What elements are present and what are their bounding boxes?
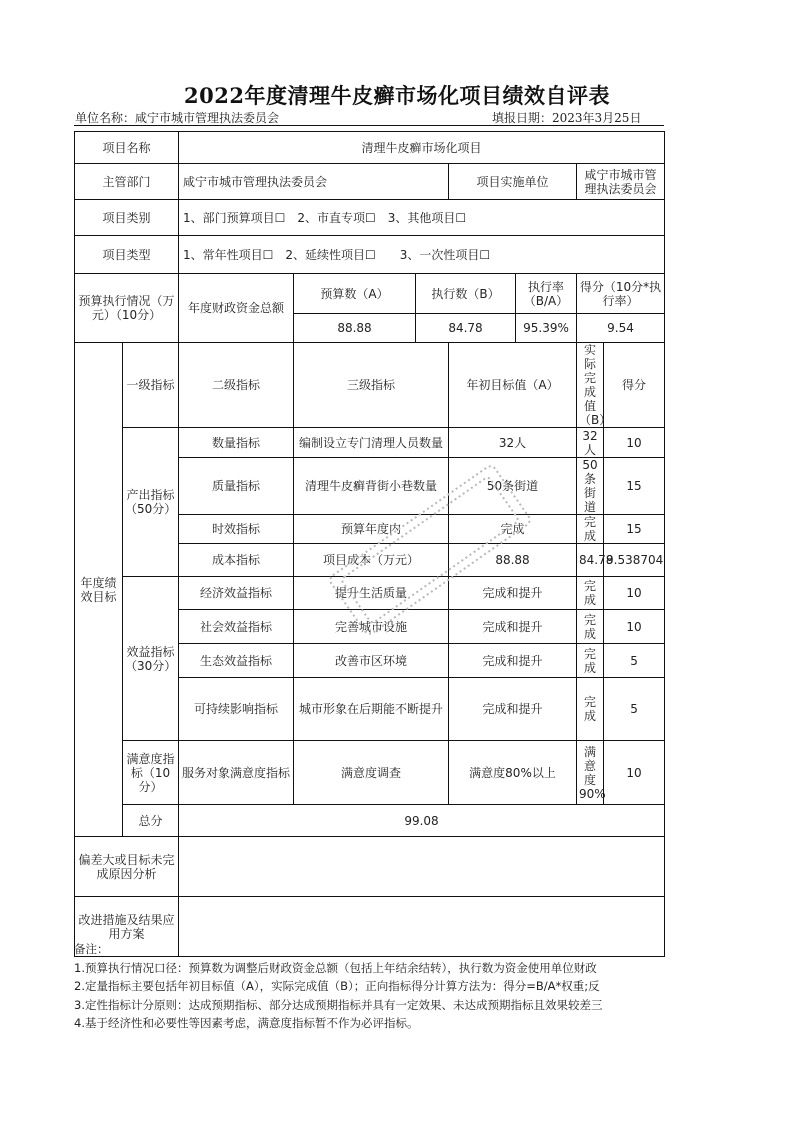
rate-value: 95.39% — [516, 314, 577, 343]
row-category — [75, 200, 665, 236]
row-score: 10 — [604, 428, 665, 458]
row-target: 完成和提升 — [449, 644, 577, 678]
row-l2: 社会效益指标 — [179, 610, 294, 644]
project-name-label: 项目名称 — [75, 132, 179, 164]
rate-label: 执行率（B/A） — [516, 274, 577, 314]
budget-a-label: 预算数（A） — [294, 274, 416, 314]
page-title: 2022年度清理牛皮癣市场化项目绩效自评表 — [184, 83, 610, 108]
row-actual: 完成 — [577, 644, 604, 678]
row-l3: 完善城市设施 — [294, 610, 449, 644]
row-score: 5 — [604, 644, 665, 678]
deviation-value — [179, 837, 665, 897]
budget-score-value: 9.54 — [577, 314, 665, 343]
note-item: 1.预算执行情况口径：预算数为调整后财政资金总额（包括上年结余结转），执行数为资金使用单位财政 — [74, 960, 597, 975]
score-header: 得分 — [604, 343, 665, 428]
row-l2: 数量指标 — [179, 428, 294, 458]
row-score: 15 — [604, 515, 665, 544]
header-rule — [74, 125, 664, 126]
row-target: 完成和提升 — [449, 610, 577, 644]
perf-section-label: 年度绩效目标 — [75, 343, 123, 837]
deviation-label: 偏差大或目标未完成原因分析 — [75, 837, 179, 897]
row-score: 10 — [604, 577, 665, 610]
row-target: 满意度80%以上 — [449, 741, 577, 805]
authority-value: 咸宁市城市管理执法委员会 — [179, 164, 449, 200]
target-header: 年初目标值（A） — [449, 343, 577, 428]
type-label: 项目类型 — [75, 236, 179, 274]
row-l2: 经济效益指标 — [179, 577, 294, 610]
row-actual: 完成 — [577, 678, 604, 741]
row-target: 50条街道 — [449, 458, 577, 515]
row-l3: 预算年度内 — [294, 515, 449, 544]
row-project-name — [75, 132, 665, 164]
row-actual: 完成 — [577, 610, 604, 644]
project-name-value: 清理牛皮癣市场化项目 — [179, 132, 665, 164]
table-row — [75, 428, 665, 458]
row-actual: 满意度90% — [577, 741, 604, 805]
type-value: 1、常年性项目☐ 2、延续性项目☐ 3、一次性项目☐ — [179, 236, 665, 274]
evaluation-table — [74, 131, 665, 957]
actual-header: 实际完成值（B） — [577, 343, 604, 428]
unit-name: 单位名称：咸宁市城市管理执法委员会 — [75, 111, 280, 125]
budget-score-label: 得分（10分*执行率） — [577, 274, 665, 314]
note-heading: 备注： — [74, 942, 109, 956]
notes — [74, 940, 668, 1033]
improve-label: 改进措施及结果应用方案 — [75, 897, 179, 957]
row-target: 32人 — [449, 428, 577, 458]
row-actual: 84.78 — [577, 544, 604, 577]
budget-label: 预算执行情况（万元）（10分） — [75, 274, 179, 343]
row-target: 完成 — [449, 515, 577, 544]
row-actual: 完成 — [577, 577, 604, 610]
row-l3: 项目成本（万元） — [294, 544, 449, 577]
row-score: 15 — [604, 458, 665, 515]
fund-label: 年度财政资金总额 — [179, 274, 294, 343]
row-target: 完成和提升 — [449, 577, 577, 610]
table-row — [75, 577, 665, 610]
table-row — [75, 741, 665, 805]
row-l3: 提升生活质量 — [294, 577, 449, 610]
row-score: 10 — [604, 741, 665, 805]
row-l3: 满意度调查 — [294, 741, 449, 805]
row-total — [75, 805, 665, 837]
row-l2: 生态效益指标 — [179, 644, 294, 678]
total-label: 总分 — [123, 805, 179, 837]
row-authority — [75, 164, 665, 200]
row-budget-head — [75, 274, 665, 314]
note-item: 2.定量指标主要包括年初目标值（A），实际完成值（B）；正向指标得分计算方法为：得分=B/A*权重;反 — [74, 979, 600, 993]
row-perf-header — [75, 343, 665, 428]
row-l3: 城市形象在后期能不断提升 — [294, 678, 449, 741]
total-value: 99.08 — [179, 805, 665, 837]
output-label: 产出指标（50分） — [123, 428, 179, 577]
row-l2: 质量指标 — [179, 458, 294, 515]
exec-b-label: 执行数（B） — [416, 274, 516, 314]
level3-header: 三级指标 — [294, 343, 449, 428]
row-l2: 成本指标 — [179, 544, 294, 577]
row-actual: 完成 — [577, 515, 604, 544]
level2-header: 二级指标 — [179, 343, 294, 428]
fill-date: 填报日期：2023年3月25日 — [492, 111, 642, 125]
row-l3: 编制设立专门清理人员数量 — [294, 428, 449, 458]
row-score: 9.538704 — [604, 544, 665, 577]
authority-label: 主管部门 — [75, 164, 179, 200]
effect-label: 效益指标（30分） — [123, 577, 179, 741]
row-score: 10 — [604, 610, 665, 644]
row-target: 88.88 — [449, 544, 577, 577]
category-label: 项目类别 — [75, 200, 179, 236]
impl-unit-label: 项目实施单位 — [449, 164, 577, 200]
row-l3: 改善市区环境 — [294, 644, 449, 678]
row-l2: 时效指标 — [179, 515, 294, 544]
category-value: 1、部门预算项目☐ 2、市直专项☐ 3、其他项目☐ — [179, 200, 665, 236]
row-actual: 32人 — [577, 428, 604, 458]
note-item: 4.基于经济性和必要性等因素考虑，满意度指标暂不作为必评指标。 — [74, 1016, 419, 1030]
row-score: 5 — [604, 678, 665, 741]
row-l3: 清理牛皮癣背街小巷数量 — [294, 458, 449, 515]
row-actual: 50条街道 — [577, 458, 604, 515]
row-deviation — [75, 837, 665, 897]
exec-b-value: 84.78 — [416, 314, 516, 343]
budget-a-value: 88.88 — [294, 314, 416, 343]
row-target: 完成和提升 — [449, 678, 577, 741]
level1-header: 一级指标 — [123, 343, 179, 428]
row-l2: 可持续影响指标 — [179, 678, 294, 741]
row-l2: 服务对象满意度指标 — [179, 741, 294, 805]
row-type — [75, 236, 665, 274]
impl-unit-value: 咸宁市城市管理执法委员会 — [577, 164, 665, 200]
satisfaction-label: 满意度指标（10分） — [123, 741, 179, 805]
note-item: 3.定性指标计分原则：达成预期指标、部分达成预期指标并具有一定效果、未达成预期指标且效果较差三 — [74, 997, 603, 1012]
